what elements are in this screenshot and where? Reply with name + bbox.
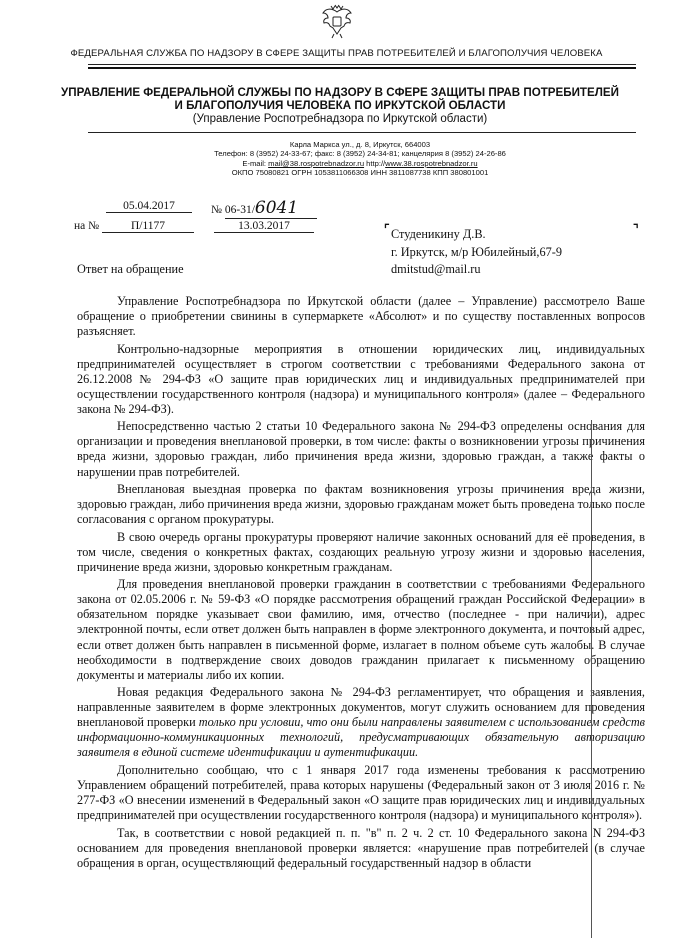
web-contacts: [150, 159, 570, 168]
body-paragraph: Непосредственно частью 2 статьи 10 Федерального закона № 294-ФЗ определены основания для организации и проведения внеплановой проверки, в том числе: факты о возникновении угрозы причинения вреда жизни, здоровью граждан, либо причинения вреда жизни, здоровью граждан, а также факты о нарушении прав потребителей.: [77, 419, 645, 479]
header-divider-thin: [88, 64, 636, 65]
address-corner-mark-right: ⌝: [633, 222, 639, 236]
body-paragraph-text: Новая редакция Федерального закона № 294-ФЗ регламентирует, что обращения и заявления, направленные заявителем в форме электронных документов, могут служить основанием для проведения внеплановой проверки: [77, 685, 645, 730]
outgoing-number-prefix: 06-31/: [224, 204, 255, 216]
outgoing-date: 05.04.2017: [106, 200, 192, 213]
body-paragraph: Контрольно-надзорные мероприятия в отношении юридических лиц, индивидуальных предпринимателей осуществляет в строгом соответствии с требованиями Федерального закона от 26.12.2008 № 294-ФЗ «О защите прав юридических лиц и индивидуальных предпринимателей при осуществлении государственного контроля (надзора) и муниципального контроля» (далее – Федерального закона № 294-ФЗ).: [77, 341, 645, 416]
reply-to-field: [74, 220, 194, 233]
scan-artifact-line: [591, 420, 592, 938]
outgoing-number-label: №: [211, 204, 222, 216]
website-label: http://: [364, 158, 386, 168]
postal-address: Карла Маркса ул., д. 8, Иркутск, 664003: [289, 140, 431, 149]
body-paragraph: Внеплановая выездная проверка по фактам возникновения угрозы причинения вреда жизни, здоровью граждан, либо причинения вреда жизни, здоровью гражданам может быть проведена только после согласования с органом прокуратуры.: [77, 482, 645, 527]
reply-to-label: на №: [74, 220, 100, 232]
coat-of-arms-emblem: [320, 4, 354, 40]
reply-to-date-field: [214, 220, 314, 233]
agency-website-link[interactable]: www.38.rospotrebnadzor.ru: [385, 158, 478, 168]
contact-block: [150, 140, 570, 178]
agency-email-link[interactable]: mail@38.rospotrebnadzor.ru: [268, 158, 365, 168]
outgoing-number-field: [211, 198, 317, 219]
outgoing-number: [225, 198, 317, 219]
reply-to-date: 13.03.2017: [214, 220, 314, 233]
addressee-address: г. Иркутск, м/р Юбилейный,67-9: [391, 244, 562, 259]
body-paragraph: Так, в соответствии с новой редакцией п. п. "в" п. 2 ч. 2 ст. 10 Федерального закона N 294-ФЗ основанием для проведения внеплановой проверки является: «нарушение прав потребителей (в случае обращения в орган, осуществляющий федеральный государственный надзор в области: [77, 825, 645, 870]
addressee-name: Студеникину Д.В.: [391, 227, 486, 241]
letter-subject: Ответ на обращение: [77, 262, 184, 276]
department-title-line1: УПРАВЛЕНИЕ ФЕДЕРАЛЬНОЙ СЛУЖБЫ ПО НАДЗОРУ В СФЕРЕ ЗАЩИТЫ ПРАВ ПОТРЕБИТЕЛЕЙ: [61, 86, 619, 99]
body-paragraph: Управление Роспотребнадзора по Иркутской области (далее – Управление) рассмотрело Ваше обращение о приобретении свинины в супермаркете «Абсолют» и по существу поставленных вопросов разъясняет.: [77, 294, 645, 339]
phone-numbers: Телефон: 8 (3952) 24-33-67; факс: 8 (3952) 24-34-81; канцелярия 8 (3952) 24-26-86: [214, 149, 506, 159]
email-label: E-mail:: [242, 158, 269, 168]
outgoing-date-field: [106, 200, 192, 213]
body-paragraph: В свою очередь органы прокуратуры проверяют наличие законных оснований для её проведения, в том числе, сведения о конкретных фактах, создающих реальную угрозу жизни и здоровью населения, причинение вреда жизни, здоровью конкретным гражданам.: [77, 529, 645, 574]
header-divider-thick: [88, 67, 636, 69]
addressee-email: dmitstud@mail.ru: [391, 262, 481, 277]
agency-name-federal: ФЕДЕРАЛЬНАЯ СЛУЖБА ПО НАДЗОРУ В СФЕРЕ ЗАЩИТЫ ПРАВ ПОТРЕБИТЕЛЕЙ И БЛАГОПОЛУЧИЯ ЧЕЛОВЕКА: [70, 48, 603, 59]
reply-to-number: П/1177: [102, 220, 194, 233]
address-corner-mark-left: ⌜: [384, 222, 390, 236]
department-short-name: (Управление Роспотребнадзора по Иркутской области): [192, 113, 488, 125]
registration-codes: ОКПО 75080821 ОГРН 1053811066308 ИНН 3811087738 КПП 380801001: [231, 168, 489, 178]
body-paragraph-electronic: [77, 685, 645, 760]
letter-body: [77, 294, 645, 873]
addressee-block: [391, 226, 562, 279]
body-paragraph: Для проведения внеплановой проверки гражданин в соответствии с требованиями Федерального закона от 02.05.2006 г. № 59-ФЗ «О порядке рассмотрения обращений граждан Российской Федерации» в обязательном порядке указывает свои фамилию, имя, отчество (последнее - при наличии), адрес электронной почты, если ответ должен быть направлен в форме электронного документа, и почтовый адрес, если ответ должен быть направлен в письменной форме, излагает в полном объеме суть жалобы. В случае необходимости в подтверждение своих доводов гражданин прилагает к письменному обращению документы и материалы либо их копии.: [77, 577, 645, 682]
department-title-line2: И БЛАГОПОЛУЧИЯ ЧЕЛОВЕКА ПО ИРКУТСКОЙ ОБЛАСТИ: [174, 99, 506, 112]
department-divider: [88, 132, 636, 133]
body-paragraph-italic-condition: только при условии, что они были направлены заявителем с использованием средств информационно-коммуникационных технологий, предусматривающих обязательную авторизацию заявителя в единой системе идентификации и аутентификации.: [77, 715, 645, 760]
handwritten-number: 6041: [254, 198, 299, 218]
body-paragraph: Дополнительно сообщаю, что с 1 января 2017 года изменены требования к рассмотрению Управлением обращений потребителей, права которых нарушены (Федеральный закон от 3 июля 2016 г. № 277-ФЗ «О внесении изменений в Федеральный закон «О защите прав юридических лиц и индивидуальных предпринимателей при осуществлении государственного контроля (надзора) и муниципального контроля»).: [77, 762, 645, 823]
